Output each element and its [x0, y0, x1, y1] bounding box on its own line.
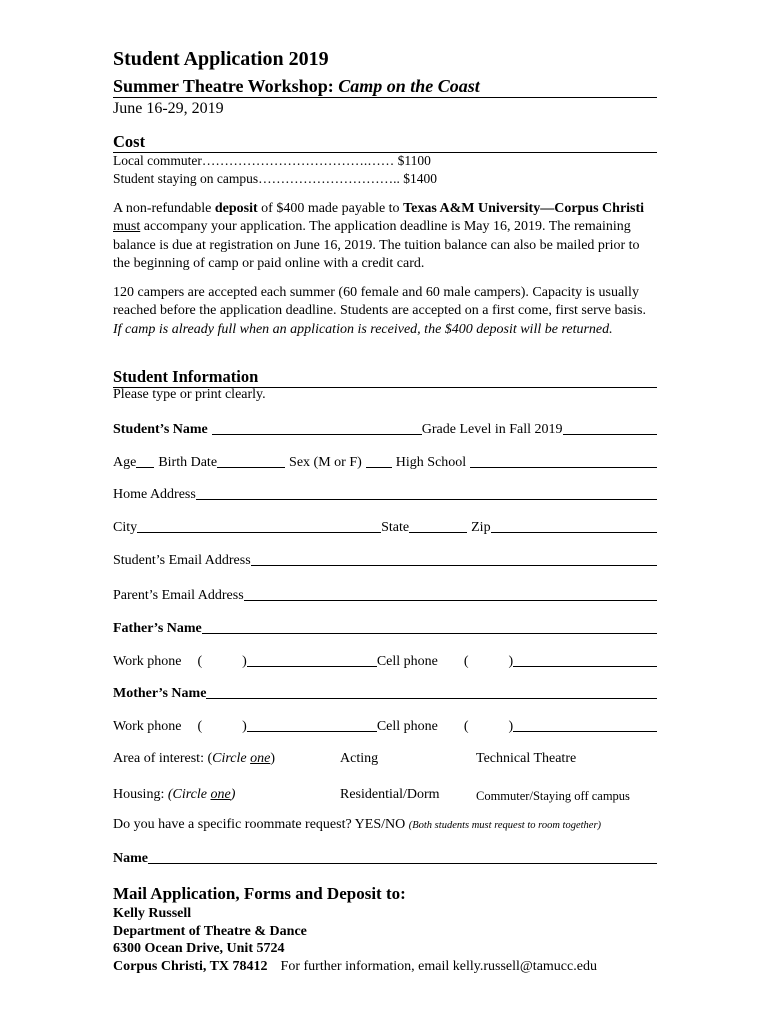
- deposit-text-1: A non-refundable: [113, 201, 215, 216]
- mother-name-row: [113, 682, 657, 702]
- mother-cell-phone-field[interactable]: [513, 730, 657, 732]
- cost-heading: Cost: [113, 132, 657, 153]
- father-cell-phone-field[interactable]: [513, 665, 657, 667]
- interest-option-acting[interactable]: Acting: [340, 751, 379, 766]
- mother-name-label: Mother’s Name: [113, 686, 207, 701]
- mother-phone-row: [113, 715, 657, 735]
- housing-close-paren: ): [230, 787, 236, 802]
- sex-field[interactable]: [366, 466, 392, 468]
- capacity-text: 120 campers are accepted each summer (60 female and 60 male campers). Capacity is usually reached before the application deadline. Students are accepted on a first come, first serve basis.: [113, 285, 646, 319]
- roommate-question-text: Do you have a specific roommate request? YES/NO: [113, 817, 409, 832]
- student-name-field[interactable]: [212, 433, 422, 435]
- mail-contact-name: Kelly Russell: [113, 906, 192, 921]
- mail-street: 6300 Ocean Drive, Unit 5724: [113, 941, 285, 956]
- interest-one-text: one: [250, 751, 271, 766]
- interest-option-technical[interactable]: Technical Theatre: [476, 751, 577, 766]
- father-phone-row: [113, 650, 657, 670]
- parent-email-field[interactable]: [244, 599, 657, 601]
- mail-department: Department of Theatre & Dance: [113, 924, 307, 939]
- mother-cell-paren-open: (: [463, 719, 469, 734]
- mother-cell-phone-label: Cell phone: [376, 719, 438, 734]
- deposit-paragraph: [113, 200, 657, 273]
- high-school-label: High School: [395, 455, 467, 470]
- housing-option-commuter[interactable]: Commuter/Staying off campus: [476, 789, 630, 803]
- roommate-note: (Both students must request to room together): [408, 820, 602, 831]
- must-word: must: [113, 219, 141, 235]
- father-name-row: [113, 617, 657, 637]
- home-address-field[interactable]: [196, 498, 657, 500]
- mother-work-paren-open: (: [197, 719, 203, 734]
- grade-level-field[interactable]: [563, 433, 657, 435]
- mother-name-field[interactable]: [206, 697, 657, 699]
- mother-work-phone-label: Work phone: [113, 719, 182, 734]
- father-work-paren-open: (: [197, 654, 203, 669]
- cost-local-label: Local commuter……………………………….……: [113, 153, 395, 168]
- father-work-phone-label: Work phone: [113, 654, 182, 669]
- roommate-name-label: Name: [113, 851, 148, 866]
- interest-close-paren: ): [270, 751, 275, 766]
- city-label: City: [113, 520, 138, 535]
- father-name-field[interactable]: [202, 632, 657, 634]
- father-name-label: Father’s Name: [113, 621, 202, 636]
- interest-label: [113, 751, 275, 767]
- print-instructions: Please type or print clearly.: [113, 387, 266, 402]
- cost-campus-row: [113, 170, 437, 188]
- age-row: [113, 451, 657, 471]
- housing-label-text: Housing:: [113, 787, 168, 802]
- high-school-field[interactable]: [470, 466, 657, 468]
- student-name-label: Student’s Name: [113, 422, 208, 437]
- mail-info-email[interactable]: For further information, email kelly.russell@tamucc.edu: [280, 959, 597, 974]
- age-label: Age: [113, 455, 137, 470]
- deposit-text-3: accompany your application. The application deadline is May 16, 2019. The remaining balance is due at registration on June 16, 2019. The tuition balance can also be mailed prior to the beginning of camp or paid online with a credit card.: [113, 219, 640, 271]
- student-info-heading: Student Information: [113, 367, 657, 388]
- roommate-name-field[interactable]: [148, 862, 657, 864]
- housing-option-dorm[interactable]: Residential/Dorm: [340, 787, 440, 802]
- subtitle-prefix: Summer Theatre Workshop:: [113, 76, 334, 96]
- home-address-row: [113, 483, 657, 503]
- mail-city-row: [113, 958, 597, 976]
- parent-email-label: Parent’s Email Address: [113, 588, 244, 603]
- mail-city: Corpus Christi, TX 78412: [113, 959, 268, 974]
- father-work-paren-close: ): [242, 654, 247, 669]
- student-name-row: [113, 418, 657, 438]
- university-name: Texas A&M University—Corpus Christi: [403, 201, 645, 216]
- deposit-word: deposit: [214, 201, 258, 216]
- parent-email-row: [113, 584, 657, 604]
- father-cell-paren-open: (: [463, 654, 469, 669]
- subtitle-camp-name: Camp on the Coast: [338, 76, 480, 96]
- grade-level-label: Grade Level in Fall 2019: [421, 422, 563, 437]
- cost-local-row: [113, 152, 431, 170]
- mother-work-paren-close: ): [242, 719, 247, 734]
- mother-cell-paren-close: ): [508, 719, 514, 734]
- interest-label-text: Area of interest: (: [113, 751, 213, 766]
- housing-label: [113, 787, 235, 803]
- cost-campus-price: $1400: [403, 171, 437, 186]
- birth-date-field[interactable]: [217, 466, 285, 468]
- mother-work-phone-field[interactable]: [247, 730, 377, 732]
- father-cell-phone-label: Cell phone: [376, 654, 438, 669]
- student-email-row: [113, 549, 657, 569]
- sex-label: Sex (M or F): [289, 455, 362, 470]
- zip-field[interactable]: [491, 531, 657, 533]
- deposit-text-2: of $400 made payable to: [257, 201, 404, 216]
- home-address-label: Home Address: [113, 487, 196, 502]
- cost-campus-label: Student staying on campus…………………………..: [113, 171, 400, 186]
- father-cell-paren-close: ): [508, 654, 514, 669]
- workshop-subtitle: [113, 76, 657, 98]
- state-field[interactable]: [409, 531, 467, 533]
- roommate-name-row: [113, 847, 657, 867]
- city-row: [113, 516, 657, 536]
- capacity-paragraph: [113, 284, 657, 339]
- roommate-question: [113, 817, 601, 833]
- camp-dates: June 16-29, 2019: [113, 100, 224, 117]
- page-title: Student Application 2019: [113, 48, 329, 70]
- housing-one-text: one: [210, 787, 231, 802]
- student-email-field[interactable]: [251, 564, 657, 566]
- state-label: State: [381, 520, 410, 535]
- housing-circle-text: (Circle: [167, 787, 211, 802]
- mail-heading: Mail Application, Forms and Deposit to:: [113, 884, 406, 903]
- city-field[interactable]: [137, 531, 381, 533]
- cost-local-price: $1100: [397, 153, 431, 168]
- interest-circle-text: Circle: [212, 751, 251, 766]
- birth-date-label: Birth Date: [158, 455, 218, 470]
- age-field[interactable]: [136, 466, 154, 468]
- father-work-phone-field[interactable]: [247, 665, 377, 667]
- zip-label: Zip: [471, 520, 491, 535]
- student-email-label: Student’s Email Address: [113, 553, 251, 568]
- capacity-refund-note: If camp is already full when an application is received, the $400 deposit will be returned.: [113, 321, 613, 337]
